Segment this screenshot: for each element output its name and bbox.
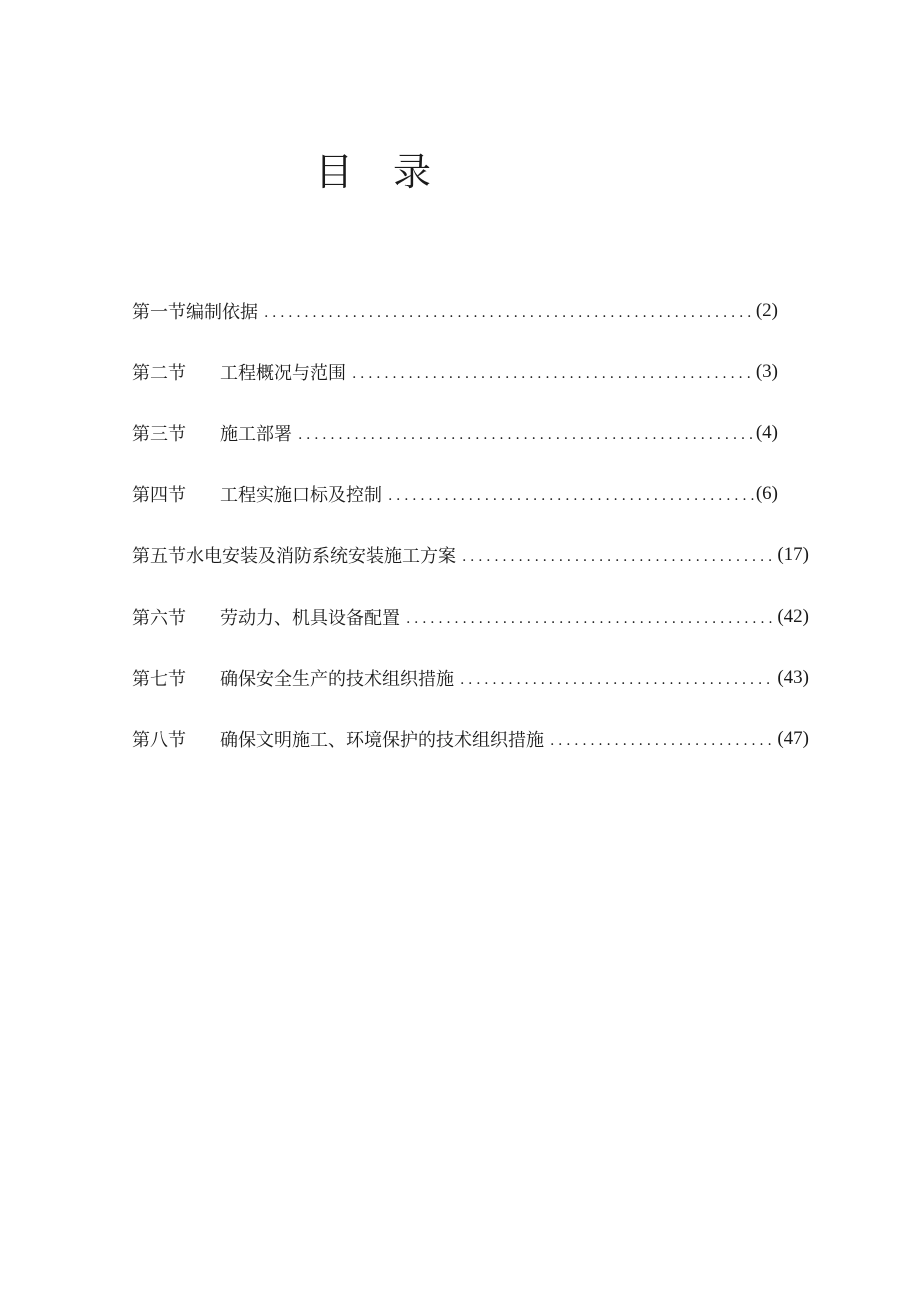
toc-page-number: (47) <box>777 727 809 749</box>
toc-dot-leader <box>550 732 775 750</box>
toc-dot-leader <box>460 671 775 689</box>
toc-section-title: 水电安装及消防系统安装施工方案 <box>186 546 456 568</box>
toc-section-title: 工程概况与范围 <box>220 362 346 384</box>
toc-entry[interactable] <box>132 586 809 647</box>
toc-section-title: 确保文明施工、环境保护的技术组织措施 <box>220 729 544 751</box>
toc-entry[interactable] <box>132 280 778 341</box>
toc-section-title: 施工部署 <box>220 423 292 445</box>
toc-entry[interactable] <box>132 708 809 769</box>
toc-section-number: 第二节 <box>132 362 186 384</box>
toc-entry[interactable] <box>132 402 778 463</box>
toc-page-number: (17) <box>777 544 809 566</box>
toc-dot-leader <box>406 610 775 628</box>
toc-list <box>132 280 809 770</box>
toc-page-number: (6) <box>755 483 778 505</box>
toc-section-number: 第八节 <box>132 729 186 751</box>
toc-section-number: 第一节 <box>132 301 186 323</box>
toc-entry[interactable] <box>132 647 809 708</box>
toc-section-number: 第七节 <box>132 668 186 690</box>
toc-section-title: 编制依据 <box>186 301 258 323</box>
toc-section-number: 第六节 <box>132 607 186 629</box>
toc-dot-leader <box>264 304 754 322</box>
toc-entry[interactable] <box>132 464 778 525</box>
toc-section-number: 第五节 <box>132 546 186 568</box>
toc-page-number: (2) <box>755 299 778 321</box>
toc-dot-leader <box>298 426 754 444</box>
toc-section-title: 劳动力、机具设备配置 <box>220 607 400 629</box>
toc-dot-leader <box>462 548 775 566</box>
toc-title: 目 录 <box>314 150 446 194</box>
toc-page-number: (43) <box>777 666 809 688</box>
toc-page-number: (4) <box>755 421 778 443</box>
toc-entry[interactable] <box>132 525 809 586</box>
toc-dot-leader <box>352 365 754 383</box>
toc-entry[interactable] <box>132 341 778 402</box>
toc-page-number: (3) <box>755 360 778 382</box>
toc-section-number: 第三节 <box>132 423 186 445</box>
toc-section-title: 工程实施口标及控制 <box>220 485 382 507</box>
toc-section-number: 第四节 <box>132 485 186 507</box>
toc-page-number: (42) <box>777 605 809 627</box>
toc-dot-leader <box>388 487 754 505</box>
toc-section-title: 确保安全生产的技术组织措施 <box>220 668 454 690</box>
